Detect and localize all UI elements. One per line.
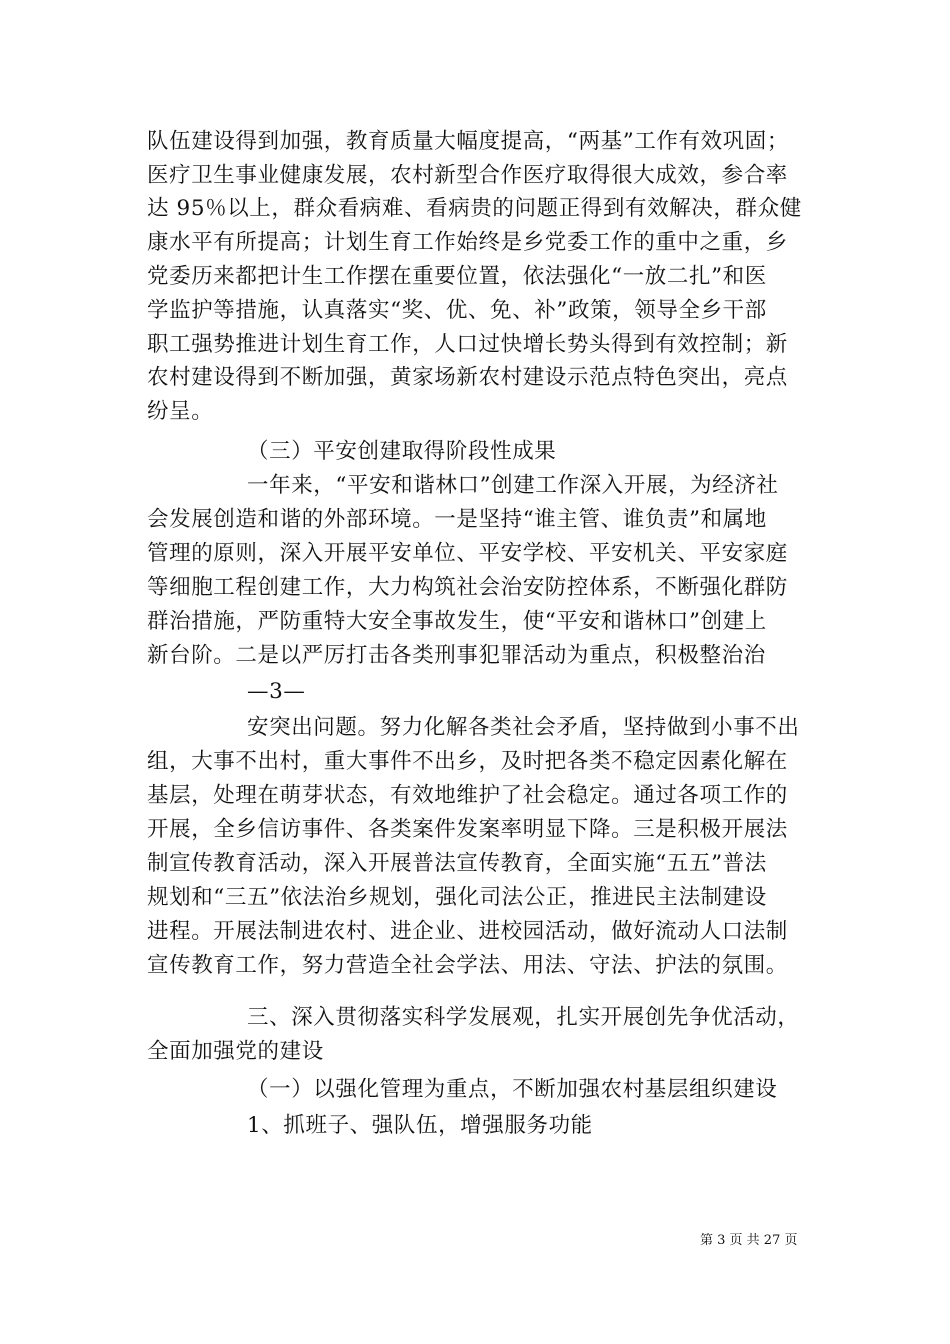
section-heading-3: （三）平安创建取得阶段性成果 — [247, 439, 557, 464]
body-line-15: 新台阶。二是以严厉打击各类刑事犯罪活动为重点，积极整治治 — [147, 643, 766, 668]
body-line-18: 基层，处理在萌芽状态，有效地维护了社会稳定。通过各项工作的 — [147, 783, 788, 808]
item-heading-1: 1、抓班子、强队伍，增强服务功能 — [247, 1113, 593, 1138]
body-line-21: 规划和“三五”依法治乡规划，强化司法公正，推进民主法制建设 — [147, 885, 767, 910]
page-footer: 第 3 页 共 27 页 — [700, 1233, 798, 1248]
subsection-heading-1: （一）以强化管理为重点，不断加强农村基层组织建设 — [247, 1077, 778, 1102]
body-line-19: 开展，全乡信访事件、各类案件发案率明显下降。三是积极开展法 — [147, 817, 788, 842]
body-line-23: 宣传教育工作，努力营造全社会学法、用法、守法、护法的氛围。 — [147, 953, 788, 978]
body-line-14: 群治措施，严防重特大安全事故发生，使“平安和谐林口”创建上 — [147, 609, 767, 634]
body-line-20: 制宣传教育活动，深入开展普法宣传教育，全面实施“五五”普法 — [147, 851, 767, 876]
body-line-6: 学监护等措施，认真落实“奖、优、免、补”政策，领导全乡干部 — [147, 298, 767, 323]
body-line-1: 队伍建设得到加强，教育质量大幅度提高，“两基”工作有效巩固； — [147, 129, 789, 154]
body-line-11: 会发展创造和谐的外部环境。一是坚持“谁主管、谁负责”和属地 — [147, 507, 767, 532]
body-line-13: 等细胞工程创建工作，大力构筑社会治安防控体系，不断强化群防 — [147, 575, 788, 600]
body-line-2: 医疗卫生事业健康发展，农村新型合作医疗取得很大成效，参合率 — [147, 163, 788, 188]
body-line-8: 农村建设得到不断加强，黄家场新农村建设示范点特色突出，亮点 — [147, 365, 788, 390]
body-line-16: 安突出问题。努力化解各类社会矛盾，坚持做到小事不出 — [247, 715, 800, 740]
body-line-22: 进程。开展法制进农村、进企业、进校园活动，做好流动人口法制 — [147, 919, 788, 944]
inline-page-number: —3— — [247, 679, 306, 704]
body-line-12: 管理的原则，深入开展平安单位、平安学校、平安机关、平安家庭 — [147, 541, 788, 566]
body-line-17: 组，大事不出村，重大事件不出乡，及时把各类不稳定因素化解在 — [147, 749, 788, 774]
body-line-4: 康水平有所提高；计划生育工作始终是乡党委工作的重中之重，乡 — [147, 230, 788, 255]
body-line-3: 达 95％以上，群众看病难、看病贵的问题正得到有效解决，群众健 — [147, 196, 802, 221]
body-line-10: 一年来，“平安和谐林口”创建工作深入开展，为经济社 — [247, 473, 779, 498]
section-heading-three-cont: 全面加强党的建设 — [147, 1039, 324, 1064]
section-heading-three: 三、深入贯彻落实科学发展观，扎实开展创先争优活动， — [247, 1005, 800, 1030]
body-line-9: 纷呈。 — [147, 399, 214, 424]
body-line-5: 党委历来都把计生工作摆在重要位置，依法强化“一放二扎”和医 — [147, 264, 767, 289]
body-line-7: 职工强势推进计划生育工作，人口过快增长势头得到有效控制；新 — [147, 332, 788, 357]
